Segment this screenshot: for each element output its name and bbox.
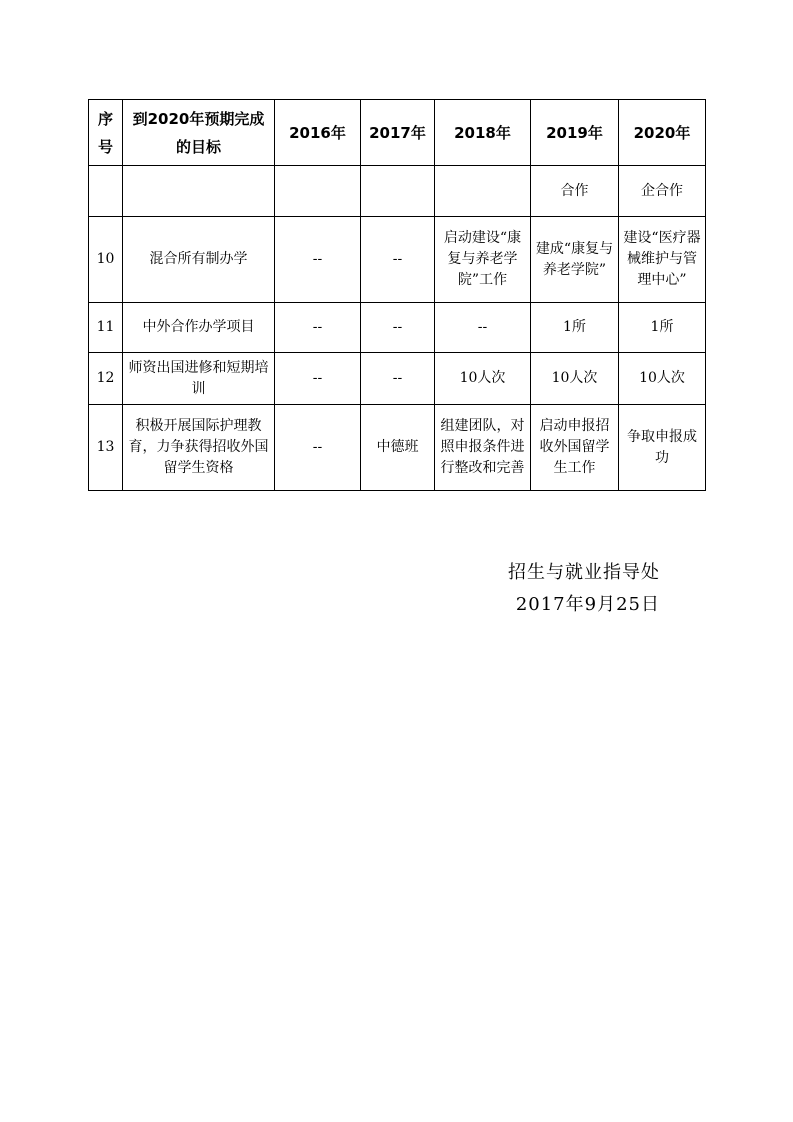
issue-date: 2017年9月25日 <box>515 594 660 615</box>
row-2016: -- <box>275 353 361 405</box>
row-2020: 10人次 <box>619 353 706 405</box>
issuing-office: 招生与就业指导处 <box>508 562 660 583</box>
header-2020: 2020年 <box>619 100 706 166</box>
row-2018: -- <box>435 303 531 353</box>
header-goal: 到2020年预期完成的目标 <box>123 100 275 166</box>
row-2018: 启动建设“康复与养老学院”工作 <box>435 217 531 303</box>
header-2018: 2018年 <box>435 100 531 166</box>
cont-2020-cell: 企合作 <box>619 166 706 217</box>
row-2020: 1所 <box>619 303 706 353</box>
row-seq: 12 <box>89 353 123 405</box>
row-goal: 混合所有制办学 <box>123 217 275 303</box>
table-row <box>89 217 706 303</box>
header-seq: 序号 <box>89 100 123 166</box>
table-row <box>89 353 706 405</box>
row-2019: 建成“康复与养老学院” <box>531 217 619 303</box>
table-row <box>89 405 706 491</box>
row-2016: -- <box>275 303 361 353</box>
row-goal: 中外合作办学项目 <box>123 303 275 353</box>
table-row <box>89 303 706 353</box>
header-row <box>89 100 706 166</box>
row-2019: 1所 <box>531 303 619 353</box>
row-2018: 组建团队，对照申报条件进行整改和完善 <box>435 405 531 491</box>
row-2020: 争取申报成功 <box>619 405 706 491</box>
plan-table <box>88 99 706 491</box>
header-2019: 2019年 <box>531 100 619 166</box>
row-2018: 10人次 <box>435 353 531 405</box>
row-goal: 积极开展国际护理教育，力争获得招收外国留学生资格 <box>123 405 275 491</box>
row-seq: 10 <box>89 217 123 303</box>
row-2019: 10人次 <box>531 353 619 405</box>
continuation-row <box>89 166 706 217</box>
header-2017: 2017年 <box>361 100 435 166</box>
row-seq: 13 <box>89 405 123 491</box>
row-goal: 师资出国进修和短期培训 <box>123 353 275 405</box>
header-2016: 2016年 <box>275 100 361 166</box>
row-2016: -- <box>275 217 361 303</box>
row-2020: 建设“医疗器械维护与管理中心” <box>619 217 706 303</box>
cont-2016-cell <box>275 166 361 217</box>
row-2016: -- <box>275 405 361 491</box>
cont-2018-cell <box>435 166 531 217</box>
row-seq: 11 <box>89 303 123 353</box>
row-2019: 启动申报招收外国留学生工作 <box>531 405 619 491</box>
row-2017: -- <box>361 353 435 405</box>
cont-2019-cell: 合作 <box>531 166 619 217</box>
row-2017: -- <box>361 303 435 353</box>
cont-2017-cell <box>361 166 435 217</box>
cont-goal-cell <box>123 166 275 217</box>
row-2017: -- <box>361 217 435 303</box>
cont-seq-cell <box>89 166 123 217</box>
row-2017: 中德班 <box>361 405 435 491</box>
